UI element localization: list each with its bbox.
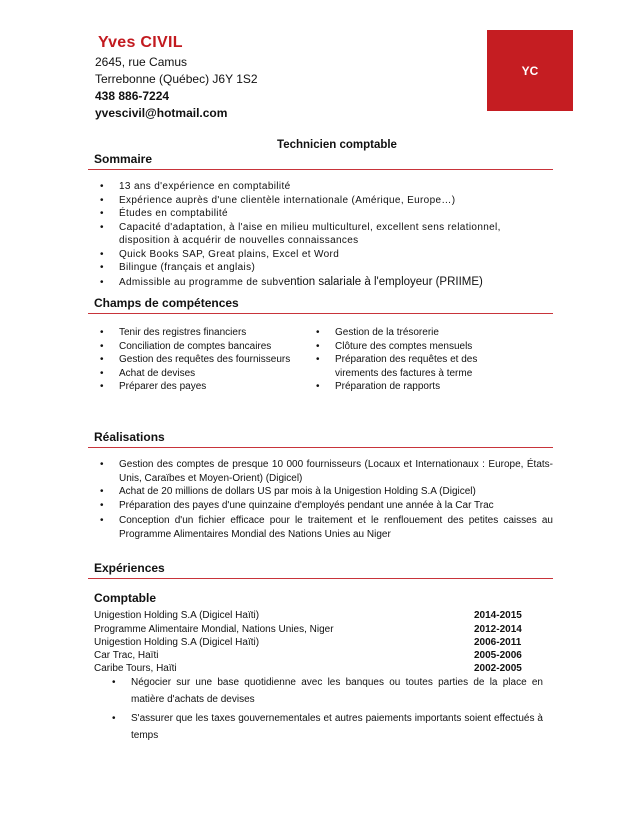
experience-title: Expériences (94, 561, 165, 575)
achievements-title: Réalisations (94, 430, 165, 444)
list-item: • Conception d'un fichier efficace pour le traitement et le renflouement des petites caisses au Programme Alimentaires Mondial des Nations Unies au Niger (98, 514, 553, 541)
list-item: • Gestion de la trésorerie (314, 326, 514, 340)
experience-org: Unigestion Holding S.A (Digicel Haïti) (94, 610, 260, 621)
skills-right-list (314, 326, 514, 394)
experience-years: 2014-2015 (474, 610, 522, 621)
skills-left-list (98, 326, 305, 394)
summary-last-part1: Admissible au programme de subv (119, 276, 284, 288)
candidate-name: Yves CIVIL (98, 34, 183, 51)
phone-number: 438 886-7224 (95, 89, 170, 103)
list-item: • Gestion des comptes de presque 10 000 fournisseurs (Locaux et Internationaux : Europe, États-Unis, Caraïbes et Moyen-Orient) (Digicel) (98, 458, 553, 485)
achievements-divider (88, 447, 553, 448)
list-item: • Clôture des comptes mensuels (314, 340, 514, 354)
list-item: • Achat de 20 millions de dollars US par mois à la Unigestion Holding S.A (Digicel) (98, 485, 553, 499)
experience-years: 2002-2005 (474, 663, 522, 674)
skills-divider (88, 313, 553, 314)
address-line-1: 2645, rue Camus (95, 55, 188, 69)
list-item: • Tenir des registres financiers (98, 326, 305, 340)
summary-title: Sommaire (94, 152, 153, 166)
email-address: yvescivil@hotmail.com (95, 106, 228, 120)
list-item: • Conciliation de comptes bancaires (98, 340, 305, 354)
job-title: Technicien comptable (277, 139, 397, 151)
experience-org: Programme Alimentaire Mondial, Nations Unies, Niger (94, 624, 334, 635)
list-item: • Expérience auprès d'une clientèle internationale (Amérique, Europe…) (98, 194, 553, 208)
list-item: • Préparation des payes d'une quinzaine d'employés pendant une année à la Car Trac (98, 499, 553, 513)
list-item: • S'assurer que les taxes gouvernementales et autres paiements importants soient effectués à temps (110, 711, 543, 744)
summary-divider (88, 169, 553, 170)
experience-org: Car Trac, Haïti (94, 650, 159, 661)
experience-org: Caribe Tours, Haïti (94, 663, 177, 674)
list-item (98, 276, 553, 290)
experience-years: 2012-2014 (474, 624, 522, 635)
achievements-list (98, 458, 553, 541)
initials-badge: YC (487, 30, 573, 111)
list-item: • Études en comptabilité (98, 207, 553, 221)
list-item: • Quick Books SAP, Great plains, Excel et Word (98, 248, 553, 262)
skills-title: Champs de compétences (94, 296, 239, 310)
list-item: • Préparation des requêtes et des virements des factures à terme (314, 353, 514, 380)
list-item: • Préparation de rapports (314, 380, 514, 394)
address-line-2: Terrebonne (Québec) J6Y 1S2 (95, 72, 258, 86)
experience-years: 2006-2011 (474, 637, 522, 648)
experience-years: 2005-2006 (474, 650, 522, 661)
list-item: • Préparer des payes (98, 380, 305, 394)
experience-divider (88, 578, 553, 579)
list-item: • 13 ans d'expérience en comptabilité (98, 180, 553, 194)
list-item: • Capacité d'adaptation, à l'aise en milieu multiculturel, excellent sens relationnel, disposition à acquérir de nouvelles connaissances (98, 221, 553, 248)
summary-last-part2: ention salariale à l'employeur (PRIIME) (283, 275, 483, 288)
summary-list (98, 180, 553, 289)
list-item: • Négocier sur une base quotidienne avec les banques ou toutes parties de la place en matière d'achats de devises (110, 675, 543, 708)
list-item: • Achat de devises (98, 367, 305, 381)
list-item: • Bilingue (français et anglais) (98, 261, 553, 275)
experience-org: Unigestion Holding S.A (Digicel Haïti) (94, 637, 260, 648)
role-title: Comptable (94, 591, 157, 605)
list-item: • Gestion des requêtes des fournisseurs (98, 353, 305, 367)
experience-tasks (110, 675, 543, 744)
